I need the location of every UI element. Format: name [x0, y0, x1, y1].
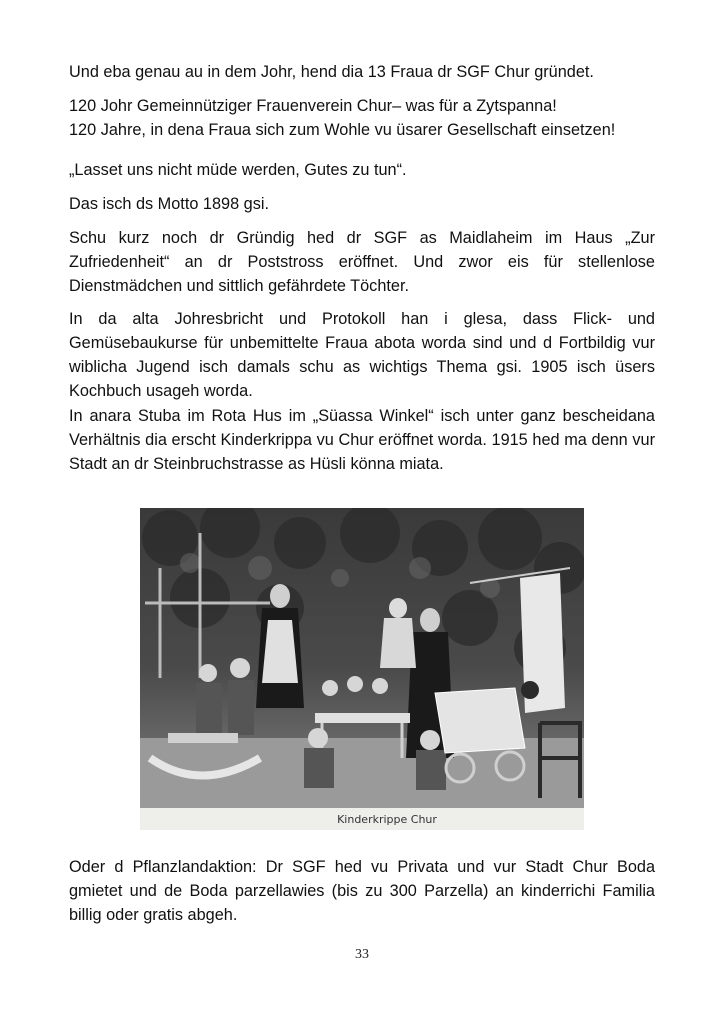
- text-line: Das isch ds Motto 1898 gsi.: [69, 195, 269, 213]
- page-number: 33: [355, 947, 369, 962]
- photo-illustration: [140, 508, 584, 830]
- paragraph-1: [69, 60, 655, 84]
- paragraph-6: In da alta Johresbricht und Protokoll han i glesa, dass Flick- und Gemüsebaukurse für unbemittelte Fraua abota worda sind und d Fortbildig vur wiblicha Jugend isch damals schu as wichtigs Thema gsi. 1905 isch üsers Kochbuch usageh worda.: [69, 310, 655, 400]
- photo-caption: Kinderkrippe Chur: [337, 813, 437, 826]
- paragraph-2: [69, 94, 655, 142]
- paragraph-8: Oder d Pflanzlandaktion: Dr SGF hed vu Privata und vur Stadt Chur Boda gmietet und de Boda parzellawies (bis zu 300 Parzella) an kinderrichi Familia billig oder gratis abgeh.: [69, 858, 655, 924]
- paragraph-5: Schu kurz noch dr Gründig hed dr SGF as Maidlaheim im Haus „Zur Zufriedenheit“ an dr Poststross eröffnet. Und zwor eis für stellenlose Dienstmädchen und sittlich gefährdete Töchter.: [69, 229, 655, 295]
- text-line: 120 Jahre, in dena Fraua sich zum Wohle vu üsarer Gesellschaft einsetzen!: [69, 121, 616, 139]
- paragraph-motto: [69, 158, 655, 182]
- paragraph-4: [69, 192, 655, 216]
- text-line: 120 Johr Gemeinnütziger Frauenverein Chur– was für a Zytspanna!: [69, 97, 557, 115]
- historic-photo: [140, 508, 584, 830]
- text-line: „Lasset uns nicht müde werden, Gutes zu tun“.: [69, 161, 407, 179]
- paragraph-7: In anara Stuba im Rota Hus im „Süassa Winkel“ isch unter ganz bescheidana Verhältnis dia erscht Kinderkrippa vu Chur eröffnet worda. 1915 hed ma denn vur Stadt an dr Steinbruchstrasse as Hüsli könna miata.: [69, 407, 655, 473]
- text-line: Und eba genau au in dem Johr, hend dia 13 Fraua dr SGF Chur gründet.: [69, 63, 594, 81]
